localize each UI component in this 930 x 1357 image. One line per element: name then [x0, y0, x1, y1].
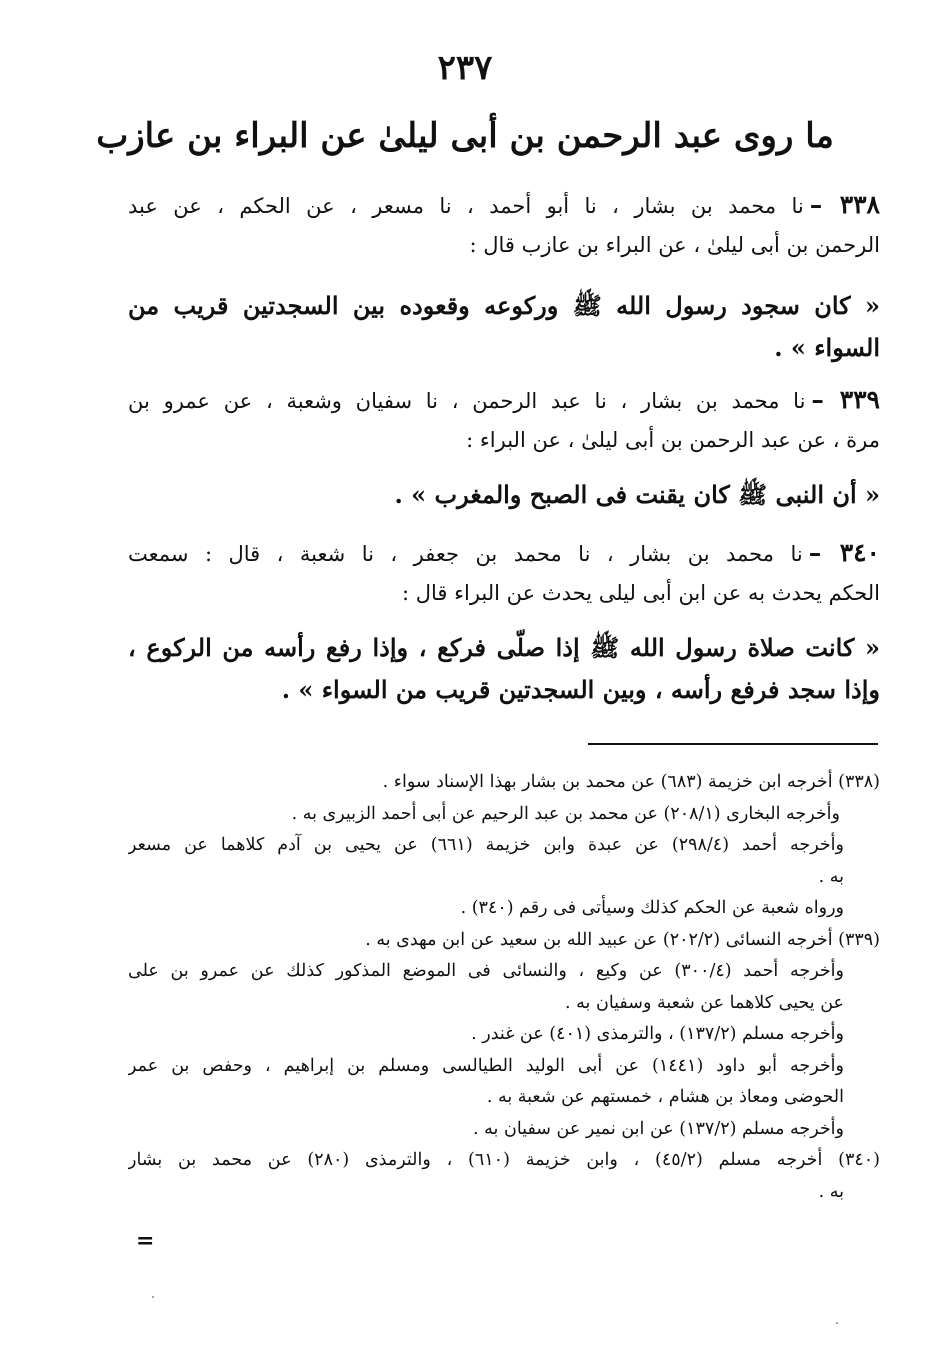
hadith-339-matn	[128, 474, 880, 516]
hadith-340-isnad	[128, 533, 880, 613]
page-end-mark: =	[136, 1228, 155, 1254]
isnad-line	[128, 185, 880, 225]
footnote-line: وأخرجه أحمد (٢٩٨/٤) عن عبدة وابن خزيمة (٦٦١) عن يحيى بن آدم كلاهما عن مسعر	[128, 835, 844, 855]
scan-speck	[836, 1322, 838, 1324]
footnote-line: (٣٤٠) أخرجه مسلم (٤٥/٢) ، وابن خزيمة (٦١٠) ، والترمذى (٢٨٠) عن محمد بن بشار	[128, 1150, 880, 1170]
footnote-line: وأخرجه مسلم (١٣٧/٢) عن ابن نمير عن سفيان به .	[473, 1118, 844, 1139]
isnad-text: نا محمد بن بشار ، نا محمد بن جعفر ، نا شعبة ، قال : سمعت	[128, 542, 803, 566]
footnote-line: ورواه شعبة عن الحكم كذلك وسيأتى فى رقم (٣٤٠) .	[460, 898, 844, 918]
hadith-number: ٣٣٩ –	[811, 385, 880, 414]
matn-line: وإذا سجد فرفع رأسه ، وبين السجدتين قريب من السواء » .	[281, 675, 880, 704]
matn-line: « أن النبى ﷺ كان يقنت فى الصبح والمغرب » .	[394, 480, 880, 509]
footnotes	[128, 767, 880, 1208]
footnote-line: (٣٣٩) أخرجه النسائى (٢٠٢/٢) عن عبيد الله بن سعيد عن ابن مهدى به .	[365, 929, 880, 950]
matn-line: « كان سجود رسول الله ﷺ وركوعه وقعوده بين السجدتين قريب من	[128, 291, 880, 320]
footnote-line: وأخرجه مسلم (١٣٧/٢) ، والترمذى (٤٠١) عن غندر .	[471, 1024, 844, 1044]
footnote-line: عن يحيى كلاهما عن شعبة وسفيان به .	[565, 992, 844, 1013]
footnote-line: به .	[818, 1181, 844, 1202]
footnote-line: الحوضى ومعاذ بن هشام ، خمستهم عن شعبة به .	[486, 1087, 844, 1107]
scan-speck	[152, 1296, 154, 1298]
footnote-line: وأخرجه أحمد (٣٠٠/٤) عن وكيع ، والنسائى فى الموضع المذكور كذلك عن عمرو بن على	[128, 961, 844, 981]
hadith-338-matn	[128, 285, 880, 369]
isnad-text: نا محمد بن بشار ، نا أبو أحمد ، نا مسعر ، عن الحكم ، عن عبد	[128, 194, 804, 218]
footnote-line: وأخرجه البخارى (٢٠٨/١) عن محمد بن عبد الرحيم عن أبى أحمد الزبيرى به .	[291, 803, 840, 824]
hadith-number: ٣٤٠ –	[808, 538, 880, 567]
hadith-number: ٣٣٨ –	[809, 190, 880, 219]
hadith-339-isnad	[128, 380, 880, 460]
footnote-line: به .	[818, 866, 844, 887]
footnote-line: (٣٣٨) أخرجه ابن خزيمة (٦٨٣) عن محمد بن بشار بهذا الإسناد سواء .	[382, 772, 880, 792]
chapter-title: ما روى عبد الرحمن بن أبى ليلىٰ عن البراء بن عازب	[96, 116, 834, 156]
footnote-line: وأخرجه أبو داود (١٤٤١) عن أبى الوليد الطيالسى ومسلم بن إبراهيم ، وحفص بن عمر	[128, 1055, 844, 1076]
page-number: ٢٣٧	[437, 48, 493, 88]
isnad-line	[128, 380, 880, 420]
isnad-line	[128, 533, 880, 573]
matn-line: السواء » .	[774, 333, 880, 362]
isnad-line: الحكم يحدث به عن ابن أبى ليلى يحدث عن البراء قال :	[402, 581, 880, 605]
hadith-338-isnad	[128, 185, 880, 265]
hadith-340-matn	[128, 627, 880, 711]
isnad-line: الرحمن بن أبى ليلىٰ ، عن البراء بن عازب قال :	[469, 233, 880, 257]
footnote-separator	[588, 743, 878, 745]
matn-line: « كانت صلاة رسول الله ﷺ إذا صلّى فركع ، وإذا رفع رأسه من الركوع ،	[128, 633, 880, 662]
isnad-line: مرة ، عن عبد الرحمن بن أبى ليلىٰ ، عن البراء :	[466, 428, 880, 452]
isnad-text: نا محمد بن بشار ، نا عبد الرحمن ، نا سفيان وشعبة ، عن عمرو بن	[128, 389, 806, 413]
